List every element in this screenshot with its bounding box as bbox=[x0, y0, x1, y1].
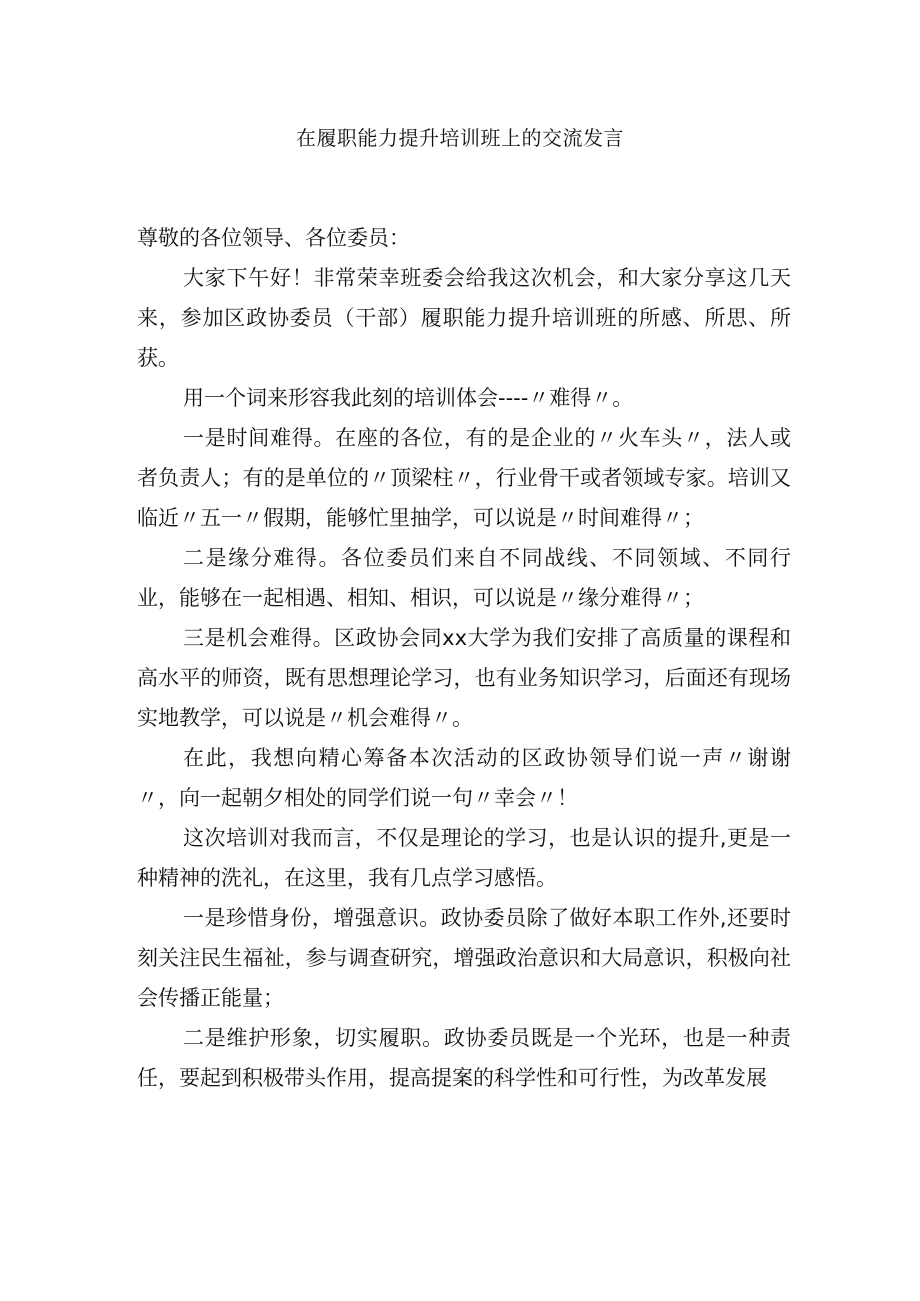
paragraph-fate: 二是缘分难得。各位委员们来自不同战线、不同领域、不同行业，能够在一起相遇、相知、相识，可以说是〃缘分难得〃； bbox=[137, 546, 791, 610]
document-body bbox=[137, 218, 791, 1098]
paragraph-point-two: 二是维护形象，切实履职。政协委员既是一个光环，也是一种责任，要起到积极带头作用，提高提案的科学性和可行性，为改革发展 bbox=[137, 1026, 791, 1090]
paragraph-reflection: 这次培训对我而言，不仅是理论的学习，也是认识的提升,更是一种精神的洗礼，在这里，我有几点学习感悟。 bbox=[137, 826, 791, 890]
paragraph-time: 一是时间难得。在座的各位，有的是企业的〃火车头〃，法人或者负责人；有的是单位的〃顶梁柱〃，行业骨干或者领域专家。培训又临近〃五一〃假期，能够忙里抽学，可以说是〃时间难得〃； bbox=[137, 426, 791, 530]
paragraph-opportunity: 三是机会难得。区政协会同xx大学为我们安排了高质量的课程和高水平的师资，既有思想理论学习，也有业务知识学习，后面还有现场实地教学，可以说是〃机会难得〃。 bbox=[137, 626, 791, 730]
paragraph-thanks: 在此，我想向精心筹备本次活动的区政协领导们说一声〃谢谢〃，向一起朝夕相处的同学们说一句〃幸会〃！ bbox=[137, 746, 791, 810]
document-title: 在履职能力提升培训班上的交流发言 bbox=[296, 126, 624, 150]
salutation: 尊敬的各位领导、各位委员： bbox=[137, 226, 410, 250]
paragraph-summary: 用一个词来形容我此刻的培训体会----〃难得〃。 bbox=[183, 386, 634, 410]
paragraph-point-one: 一是珍惜身份，增强意识。政协委员除了做好本职工作外,还要时刻关注民生福祉，参与调查研究，增强政治意识和大局意识，积极向社会传播正能量； bbox=[137, 906, 791, 1010]
paragraph-greeting: 大家下午好！非常荣幸班委会给我这次机会，和大家分享这几天来，参加区政协委员（干部）履职能力提升培训班的所感、所思、所获。 bbox=[137, 266, 791, 370]
